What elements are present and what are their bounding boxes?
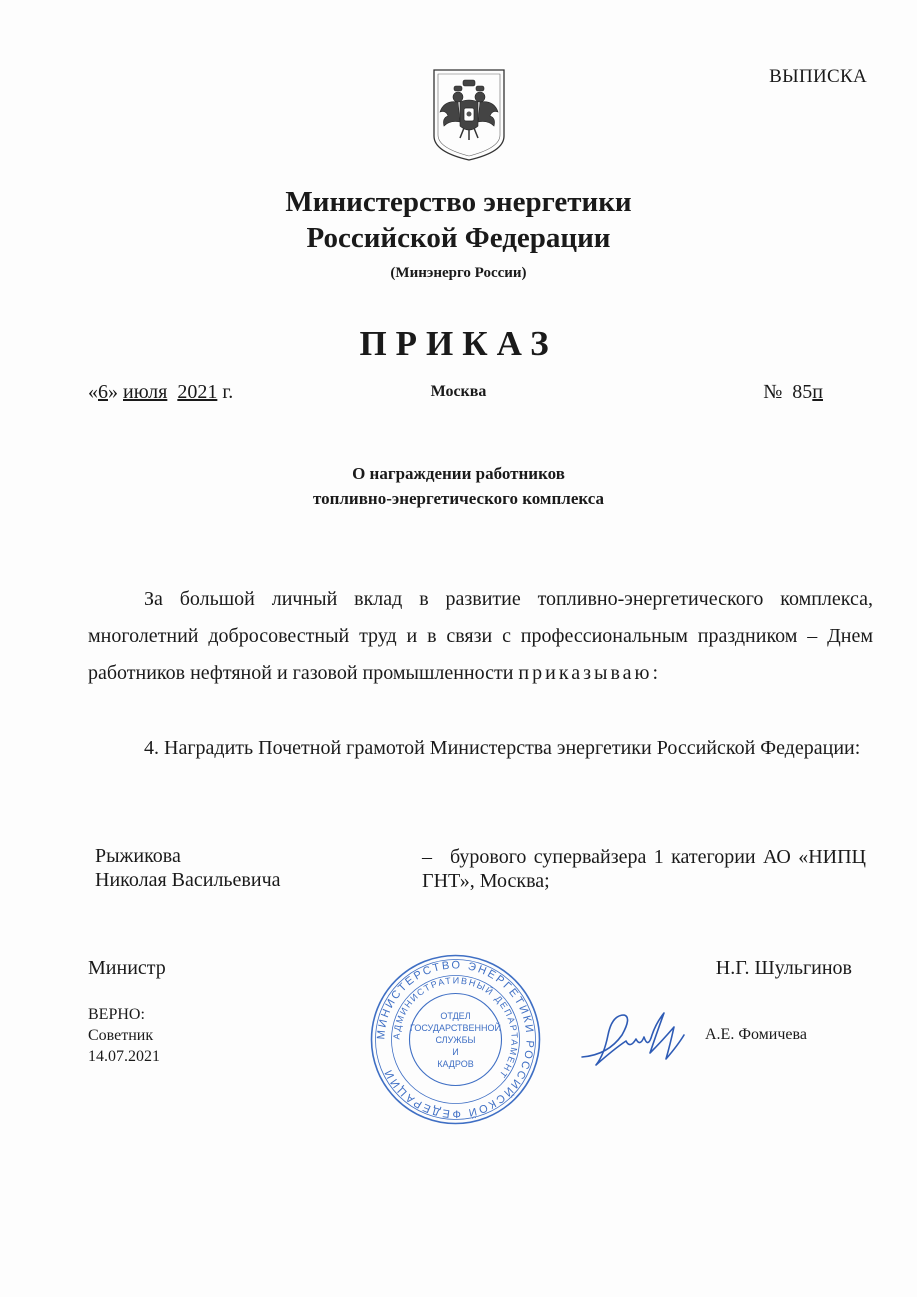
date-day: 6 [98,381,108,403]
awardee-surname: Рыжикова [95,845,181,867]
seal-inner-ring-text: АДМИНИСТРАТИВНЫЙ ДЕПАРТАМЕНТ [391,975,520,1081]
number-sign: № [763,381,783,403]
order-word: приказываю: [518,662,662,684]
signer-name: А.Е. Фомичева [705,1026,807,1043]
position-dash: – [422,846,432,868]
seal-outer-text: МИНИСТЕРСТВО ЭНЕРГЕТИКИ РОССИЙСКОЙ ФЕДЕРАЦИИ [375,959,536,1120]
date-year: 2021 [177,381,218,403]
verified-date: 14.07.2021 [88,1048,160,1065]
ministry-name-line1: Министерство энергетики [285,186,632,218]
number-suffix: п [812,381,823,403]
minister-name: Н.Г. Шульгинов [715,957,852,979]
order-title: ПРИКАЗ [359,324,558,363]
ministry-name-line2: Российской Федерации [306,222,611,254]
double-headed-eagle-emblem-icon [430,66,508,162]
verified-label: ВЕРНО: [88,1006,145,1023]
seal-center-line3: СЛУЖБЫ [435,1035,476,1045]
preamble-paragraph [88,581,873,692]
official-seal [368,952,543,1127]
handwritten-signature [578,1005,688,1075]
ministry-short-name: (Минэнерго России) [390,265,527,281]
date-year-suffix: г. [222,381,234,403]
award-paragraph: 4. Наградить Почетной грамотой Министерства энергетики Российской Федерации: [144,737,861,759]
date-open-quote: « [88,381,98,403]
verified-role: Советник [88,1027,154,1044]
seal-center-line2: ГОСУДАРСТВЕННОЙ [409,1023,502,1033]
awardee-position [422,845,866,893]
extract-stamp-label: ВЫПИСКА [769,66,867,87]
number-value: 85 [792,381,813,403]
order-subject-line1: О награждении работников [352,464,565,483]
order-city: Москва [430,383,487,400]
date-month: июля [123,381,168,403]
verification-block [88,1004,160,1067]
minister-title: Министр [88,957,166,979]
order-number [763,381,823,404]
preamble-text: За большой личный вклад в развитие топливно-энергетического комплекса, многолетний добросовестный труд и в связи с профессиональным праздником – Днем работников нефтяной и газовой промышленности [88,588,873,684]
seal-center-line4: И [452,1047,459,1057]
awardee-given-names: Николая Васильевича [95,869,281,891]
seal-center-line1: ОТДЕЛ [440,1011,471,1021]
order-subject-line2: топливно-энергетического комплекса [312,489,605,508]
position-text: бурового супервайзера 1 категории АО «НИПЦ ГНТ», Москва; [422,846,866,892]
seal-center-line5: КАДРОВ [437,1059,474,1069]
date-close-quote: » [108,381,118,403]
